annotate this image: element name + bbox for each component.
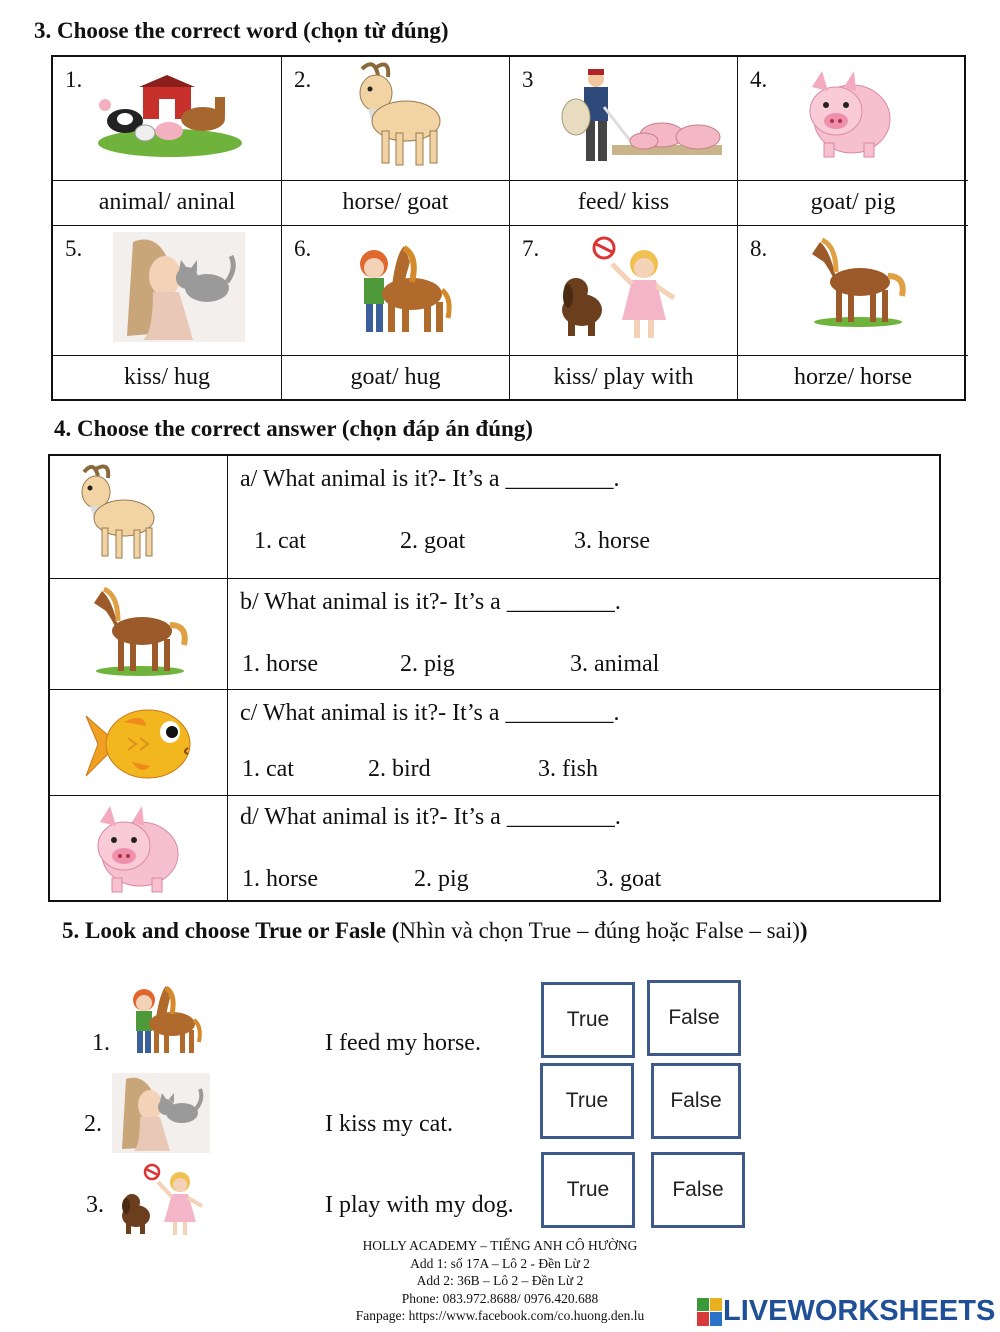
- pig-image: [82, 802, 182, 898]
- pig-image: [794, 65, 894, 165]
- tf-sentence: I play with my dog.: [325, 1192, 514, 1218]
- liveworksheets-wordmark: LIVEWORKSHEETS: [723, 1295, 996, 1327]
- footer-address-2: Add 2: 36B – Lô 2 – Đền Lừ 2: [416, 1273, 584, 1288]
- word-cell-5[interactable]: [53, 356, 282, 401]
- section-5-title: [62, 918, 808, 944]
- question-image-cell: [50, 579, 228, 689]
- footer-school: HOLLY ACADEMY – TIẾNG ANH CÔ HƯỜNG: [362, 1238, 638, 1253]
- item-number: 7.: [522, 236, 540, 261]
- tf-item-number: 2.: [84, 1111, 102, 1137]
- horse-image: [88, 583, 192, 679]
- question-image-cell: [50, 796, 228, 900]
- question-row: [50, 796, 939, 900]
- question-image-cell: [50, 456, 228, 578]
- tf-sentence: I kiss my cat.: [325, 1111, 453, 1137]
- girl-hugging-horse-image: [126, 984, 202, 1056]
- true-button[interactable]: True: [540, 1063, 634, 1139]
- option-3[interactable]: 3. fish: [538, 756, 598, 782]
- word-choices: kiss/ play with: [553, 364, 694, 390]
- question-text: a/ What animal is it?- It’s a _________.: [240, 466, 620, 492]
- girl-kissing-cat-image: [113, 232, 245, 342]
- word-choice-grid: [51, 55, 966, 401]
- word-cell-4[interactable]: [738, 181, 968, 226]
- option-3[interactable]: 3. goat: [596, 866, 662, 892]
- true-button[interactable]: True: [541, 982, 635, 1058]
- horse-image: [806, 232, 910, 332]
- cell-6: [282, 226, 510, 356]
- question-row: [50, 456, 939, 579]
- question-row: [50, 690, 939, 796]
- word-choices: horse/ goat: [342, 189, 449, 215]
- girl-playing-with-dog-image: [556, 234, 686, 344]
- option-3[interactable]: 3. animal: [570, 651, 660, 677]
- word-cell-7[interactable]: [510, 356, 738, 401]
- false-button[interactable]: False: [647, 980, 741, 1056]
- tf-sentence: I feed my horse.: [325, 1030, 481, 1056]
- word-cell-2[interactable]: [282, 181, 510, 226]
- cell-1: [53, 57, 282, 181]
- word-cell-3[interactable]: [510, 181, 738, 226]
- cell-2: [282, 57, 510, 181]
- item-number: 8.: [750, 236, 768, 261]
- item-number: 1.: [65, 67, 83, 92]
- option-2[interactable]: 2. pig: [414, 866, 469, 892]
- farmer-feeding-pigs-image: [552, 67, 728, 171]
- option-2[interactable]: 2. pig: [400, 651, 455, 677]
- false-button[interactable]: False: [651, 1152, 745, 1228]
- word-cell-6[interactable]: [282, 356, 510, 401]
- option-1[interactable]: 1. cat: [242, 756, 294, 782]
- option-1[interactable]: 1. horse: [242, 866, 318, 892]
- tf-item-number: 3.: [86, 1192, 104, 1218]
- girl-playing-with-dog-image: [118, 1162, 208, 1238]
- word-choices: horze/ horse: [794, 364, 912, 390]
- option-3[interactable]: 3. horse: [574, 528, 650, 554]
- word-choices: goat/ pig: [810, 189, 896, 215]
- option-2[interactable]: 2. goat: [400, 528, 466, 554]
- girl-hugging-horse-image: [352, 242, 452, 338]
- section-5-title-bold: 5. Look and choose True or Fasle (: [62, 918, 400, 943]
- footer-phone: Phone: 083.972.8688/ 0976.420.688: [401, 1290, 599, 1306]
- word-choices: kiss/ hug: [123, 364, 210, 390]
- footer: [300, 1237, 700, 1325]
- cell-3: [510, 57, 738, 181]
- cell-7: [510, 226, 738, 356]
- goat-image: [70, 462, 160, 562]
- footer-address-1: Add 1: số 17A – Lô 2 - Đền Lừ 2: [410, 1255, 590, 1271]
- liveworksheets-icon: [697, 1298, 721, 1326]
- word-choices: goat/ hug: [350, 364, 441, 390]
- question-row: [50, 579, 939, 690]
- item-number: 4.: [750, 67, 768, 92]
- fish-image: [84, 702, 194, 786]
- word-choices: feed/ kiss: [577, 189, 670, 215]
- section-4-title: 4. Choose the correct answer (chọn đáp án đúng): [54, 416, 533, 441]
- word-choices: animal/ aninal: [98, 189, 236, 215]
- option-1[interactable]: 1. cat: [254, 528, 306, 554]
- goat-image: [344, 59, 444, 171]
- cell-5: [53, 226, 282, 356]
- true-button[interactable]: True: [541, 1152, 635, 1228]
- word-cell-8[interactable]: [738, 356, 968, 401]
- girl-kissing-cat-image: [112, 1073, 210, 1153]
- option-2[interactable]: 2. bird: [368, 756, 431, 782]
- item-number: 6.: [294, 236, 312, 261]
- cell-4: [738, 57, 968, 181]
- section-3-title: 3. Choose the correct word (chọn từ đúng): [34, 18, 449, 43]
- liveworksheets-logo: [697, 1295, 995, 1328]
- item-number: 3: [522, 67, 534, 92]
- option-1[interactable]: 1. horse: [242, 651, 318, 677]
- tf-item-number: 1.: [92, 1030, 110, 1056]
- farm-animals-image: [95, 75, 245, 159]
- answer-table: [48, 454, 941, 902]
- question-text: c/ What animal is it?- It’s a _________.: [240, 700, 620, 726]
- section-5-title-end: ): [799, 918, 808, 943]
- footer-fanpage: Fanpage: https://www.facebook.com/co.huong.den.lu: [355, 1308, 645, 1323]
- item-number: 2.: [294, 67, 312, 92]
- question-text: b/ What animal is it?- It’s a _________.: [240, 589, 621, 615]
- false-button[interactable]: False: [651, 1063, 741, 1139]
- cell-8: [738, 226, 968, 356]
- question-text: d/ What animal is it?- It’s a _________.: [240, 804, 621, 830]
- word-cell-1[interactable]: [53, 181, 282, 226]
- question-image-cell: [50, 690, 228, 795]
- section-5-title-translation: Nhìn và chọn True – đúng hoặc False – sai): [399, 918, 800, 943]
- item-number: 5.: [65, 236, 83, 261]
